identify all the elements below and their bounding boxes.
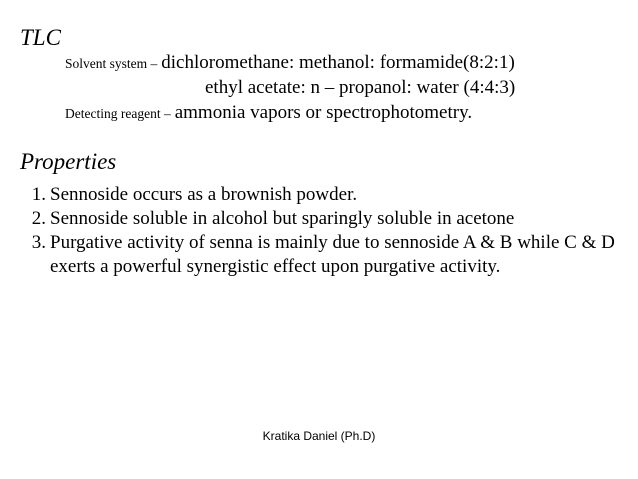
list-item-text: Purgative activity of senna is mainly due to sennoside A & B while C & D exerts a powerful synergistic effect upon purgative activity. <box>50 232 615 277</box>
list-item-number: 2. <box>31 208 46 229</box>
list-item-number: 1. <box>31 184 46 205</box>
solvent-system-label: Solvent system – <box>65 56 158 71</box>
solvent-system-line <box>65 53 515 72</box>
footer-author: Kratika Daniel (Ph.D) <box>262 429 376 443</box>
detecting-reagent-label: Detecting reagent – <box>65 106 171 121</box>
list-item <box>4 183 630 207</box>
list-item-text: Sennoside soluble in alcohol but sparingly soluble in acetone <box>50 208 515 229</box>
properties-list <box>4 183 630 279</box>
detecting-reagent-line <box>65 103 472 122</box>
properties-heading: Properties <box>20 149 117 174</box>
list-item <box>4 207 630 231</box>
detecting-reagent-value: ammonia vapors or spectrophotometry. <box>174 102 473 123</box>
list-item-number: 3. <box>31 232 46 253</box>
tlc-heading: TLC <box>20 25 61 50</box>
list-item-text: Sennoside occurs as a brownish powder. <box>50 184 358 205</box>
solvent-system-2: ethyl acetate: n – propanol: water (4:4:3) <box>205 77 516 98</box>
solvent-system-1: dichloromethane: methanol: formamide(8:2:1) <box>161 52 515 73</box>
list-item <box>4 231 630 279</box>
